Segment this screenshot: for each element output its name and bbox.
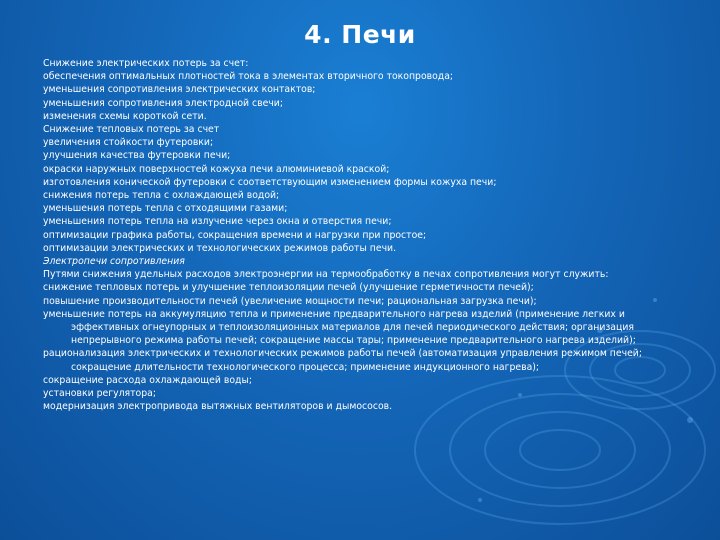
text-line: изменения схемы короткой сети.	[43, 110, 207, 122]
text-line: сокращение расхода охлаждающей воды;	[43, 374, 252, 386]
text-line: оптимизации графика работы, сокращения времени и нагрузки при простое;	[43, 229, 427, 241]
text-line: Снижение электрических потерь за счет:	[43, 58, 249, 69]
text-line: снижение тепловых потерь и улучшение теплоизоляции печей (улучшение герметичности печей);	[43, 282, 534, 294]
text-line: снижения потерь тепла с охлаждающей водой;	[43, 190, 280, 202]
slide-body	[43, 57, 683, 413]
text-line: модернизация электропривода вытяжных вентиляторов и дымососов.	[43, 401, 393, 413]
text-line: рационализация электрических и технологических режимов работы печей (автоматизация управления режимом печей; сокращение длительности технологического процесса; применение индукционного нагрева);	[43, 348, 642, 373]
slide-title: 4. Печи	[304, 20, 416, 49]
text-line: установки регулятора;	[43, 388, 156, 400]
text-line: улучшения качества футеровки печи;	[43, 150, 231, 162]
text-line: окраски наружных поверхностей кожуха печи алюминиевой краской;	[43, 163, 390, 175]
text-line: уменьшения потерь тепла с отходящими газами;	[43, 203, 288, 215]
text-line: оптимизации электрических и технологических режимов работы печи.	[43, 242, 397, 254]
text-line: уменьшение потерь на аккумуляцию тепла и применение предварительного нагрева изделий (применение легких и эффективных огнеупорных и теплоизоляционных материалов для печей периодического действия; организация непрерывного режима работы печей; сокращение массы тары; применение предварительного нагрева изделий);	[43, 308, 636, 347]
text-line: уменьшения сопротивления электрических контактов;	[43, 84, 316, 96]
text-line: уменьшения потерь тепла на излучение через окна и отверстия печи;	[43, 216, 392, 228]
text-line: изготовления конической футеровки с соответствующим изменением формы кожуха печи;	[43, 176, 497, 188]
text-line: обеспечения оптимальных плотностей тока в элементах вторичного токопровода;	[43, 71, 454, 83]
text-line: увеличения стойкости футеровки;	[43, 137, 214, 149]
section-heading: Электропечи сопротивления	[43, 256, 185, 268]
text-line: уменьшения сопротивления электродной свечи;	[43, 97, 283, 109]
text-line: повышение производительности печей (увеличение мощности печи; рациональная загрузка печи);	[43, 295, 537, 307]
text-line: Путями снижения удельных расходов электроэнергии на термообработку в печах сопротивления могут служить:	[43, 269, 609, 281]
text-line: Снижение тепловых потерь за счет	[43, 124, 220, 136]
